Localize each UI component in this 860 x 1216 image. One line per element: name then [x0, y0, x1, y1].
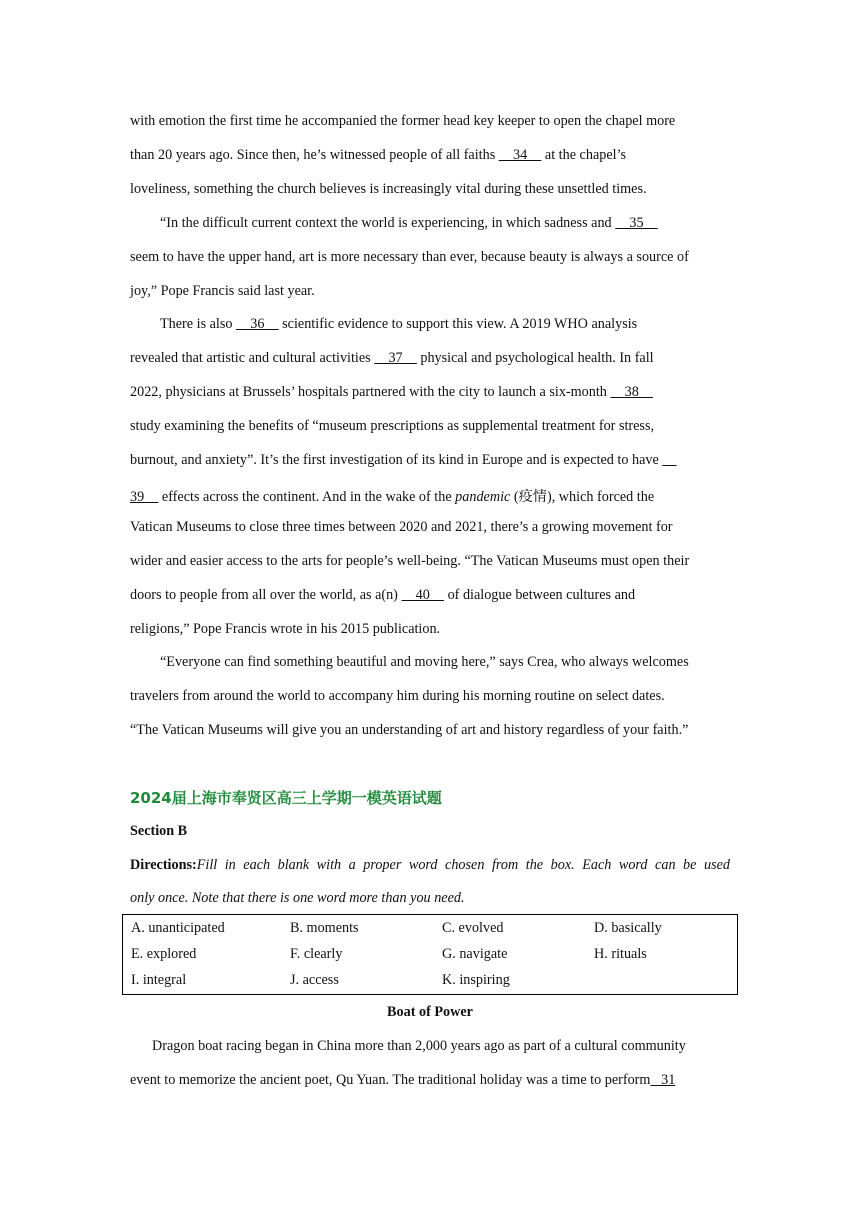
- para-line: study examining the benefits of “museum prescriptions as supplemental treatment for stress,: [130, 418, 655, 434]
- word-option: A. unanticipated: [131, 919, 225, 936]
- para-line: travelers from around the world to accompany him during his morning routine on select dates.: [130, 688, 665, 704]
- word-option: E. explored: [131, 945, 197, 962]
- blank-35: 35: [615, 215, 658, 231]
- para-line: “In the difficult current context the world is experiencing, in which sadness and 35: [160, 215, 658, 231]
- blank-40: 40: [401, 587, 445, 603]
- para-line: loveliness, something the church believes is increasingly vital during these unsettled times.: [130, 181, 647, 197]
- para-line: “The Vatican Museums will give you an understanding of art and history regardless of your faith.”: [130, 722, 689, 738]
- para-line: religions,” Pope Francis wrote in his 2015 publication.: [130, 621, 441, 637]
- para-line: joy,” Pope Francis said last year.: [130, 283, 315, 299]
- para-line: event to memorize the ancient poet, Qu Yuan. The traditional holiday was a time to perform 31: [130, 1072, 676, 1088]
- para-line: 39 effects across the continent. And in the wake of the pandemic (疫情), which forced the: [130, 489, 655, 505]
- directions-line: Directions:Fill in each blank with a proper word chosen from the box. Each word can be used: [130, 857, 730, 873]
- para-line: Dragon boat racing began in China more than 2,000 years ago as part of a cultural community: [152, 1038, 686, 1054]
- word-box: [122, 914, 738, 995]
- directions-line: only once. Note that there is one word more than you need.: [130, 890, 465, 906]
- exam-title: 2024届上海市奉贤区高三上学期一模英语试题: [130, 789, 442, 807]
- blank-31: 31: [650, 1072, 676, 1088]
- para-line: doors to people from all over the world, as a(n) 40 of dialogue between cultures and: [130, 587, 636, 603]
- para-line: There is also 36 scientific evidence to support this view. A 2019 WHO analysis: [160, 316, 638, 332]
- para-line: revealed that artistic and cultural activities 37 physical and psychological health. In fall: [130, 350, 654, 366]
- word-option: D. basically: [594, 919, 662, 936]
- word-option: H. rituals: [594, 945, 647, 962]
- word-box-row: [123, 941, 738, 967]
- blank-37: 37: [374, 350, 417, 366]
- para-line: seem to have the upper hand, art is more necessary than ever, because beauty is always a source of: [130, 249, 689, 265]
- para-line: burnout, and anxiety”. It’s the first investigation of its kind in Europe and is expected to have: [130, 452, 677, 469]
- passage-title: Boat of Power: [387, 1004, 473, 1020]
- para-line: than 20 years ago. Since then, he’s witnessed people of all faiths 34 at the chapel’s: [130, 147, 627, 163]
- para-line: Vatican Museums to close three times between 2020 and 2021, there’s a growing movement for: [130, 519, 673, 535]
- word-option: K. inspiring: [442, 972, 510, 989]
- blank-39: 39: [130, 489, 159, 505]
- word-box-row: [123, 915, 738, 942]
- word-box-row: [123, 968, 738, 995]
- section-label: Section B: [130, 823, 188, 839]
- word-option: I. integral: [131, 972, 187, 989]
- para-line: with emotion the first time he accompanied the former head key keeper to open the chapel more: [130, 113, 676, 129]
- blank-39: [662, 452, 676, 468]
- blank-38: 38: [610, 384, 654, 400]
- word-option: F. clearly: [290, 945, 343, 962]
- blank-36: 36: [236, 316, 279, 332]
- para-line: wider and easier access to the arts for people’s well-being. “The Vatican Museums must open their: [130, 553, 690, 569]
- word-option: G. navigate: [442, 945, 508, 962]
- para-line: “Everyone can find something beautiful and moving here,” says Crea, who always welcomes: [160, 654, 689, 670]
- word-option: [586, 968, 738, 995]
- word-option: C. evolved: [442, 919, 504, 936]
- blank-34: 34: [498, 147, 542, 163]
- para-line: 2022, physicians at Brussels’ hospitals partnered with the city to launch a six-month 38: [130, 384, 654, 400]
- word-option: J. access: [290, 972, 339, 989]
- word-option: B. moments: [290, 919, 359, 936]
